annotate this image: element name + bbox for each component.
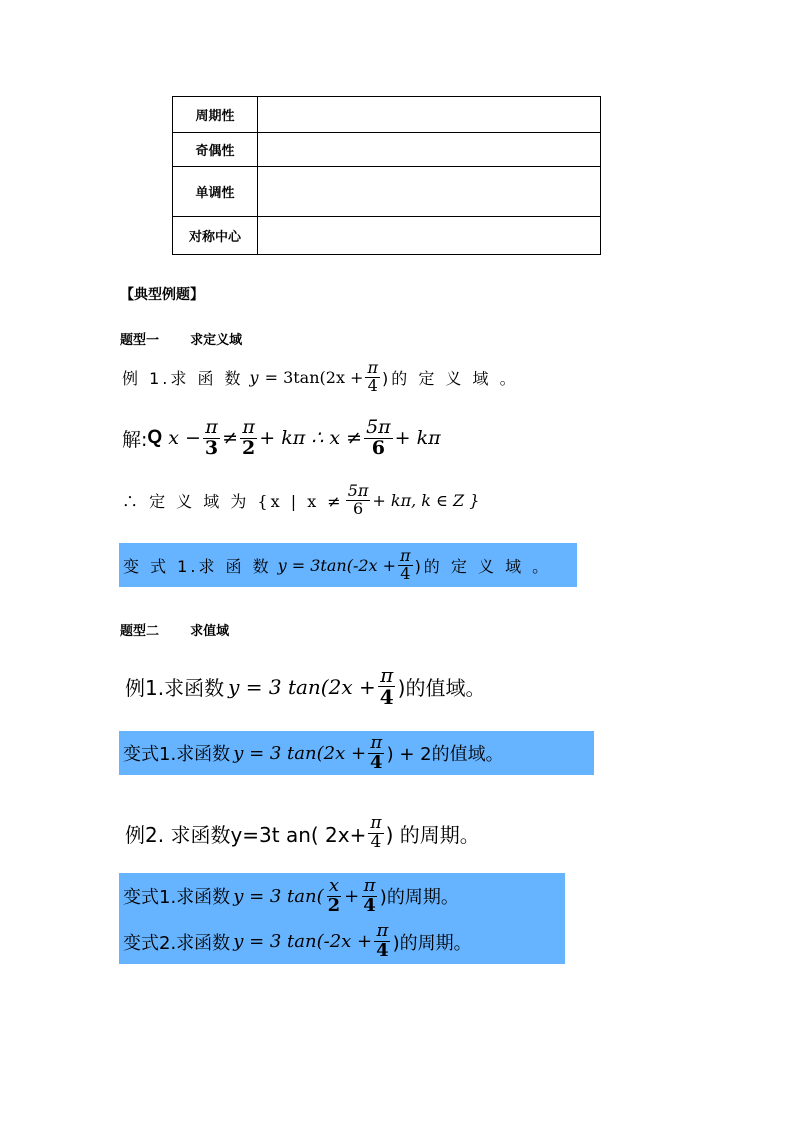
vp2-prefix: 变式2.求函数	[123, 932, 231, 954]
example2-fraction	[368, 815, 383, 852]
row-value	[258, 97, 601, 133]
type1-example	[122, 360, 519, 395]
fraction-numerator: π	[376, 920, 389, 942]
variant1-prefix: 变式1.求函数	[123, 744, 231, 765]
row-value	[258, 133, 601, 167]
fraction-denominator: 4	[370, 751, 383, 773]
type1-heading-label: 题型一	[120, 333, 160, 348]
example-y: y	[249, 367, 259, 387]
neq-symbol: ≠	[222, 427, 239, 450]
fraction-denominator: 4	[363, 894, 376, 916]
solution-part1: x −	[168, 427, 201, 450]
example2-prefix: 例2. 求函数y=3t an( 2x+	[125, 822, 367, 847]
domain-tail: + kπ, k ∈ Z }	[372, 490, 480, 510]
row-label: 周期性	[173, 97, 258, 133]
type1-variant	[123, 543, 551, 587]
domain-fraction	[346, 483, 371, 518]
vp2-suffix: )的周期。	[392, 932, 472, 954]
fraction-numerator: π	[370, 813, 382, 833]
row-label: 奇偶性	[173, 133, 258, 167]
type1-domain	[122, 483, 479, 518]
fraction-numerator: π	[380, 663, 394, 687]
solution-part3: + kπ	[394, 427, 441, 450]
because-symbol: Q	[147, 427, 163, 449]
solution-part2: + kπ ∴ x ≠	[259, 427, 363, 450]
fraction-denominator: 2	[242, 436, 256, 459]
vp1-eq: y = 3 tan(	[233, 885, 324, 907]
type2-example1	[125, 665, 485, 708]
example-eq: = 3tan(2x +	[264, 367, 364, 387]
row-label: 对称中心	[173, 217, 258, 255]
vp1-fraction-2	[361, 874, 378, 916]
solution-fraction-1	[203, 418, 220, 459]
fraction-denominator: 2	[327, 894, 341, 916]
example1-suffix: )的值域。	[397, 676, 486, 700]
fraction-numerator: π	[363, 874, 376, 896]
type2-variant-period-1	[123, 873, 459, 919]
vp1-fraction-1	[326, 874, 343, 916]
solution-lead: 解:	[122, 428, 148, 451]
fraction-denominator: 4	[376, 940, 389, 961]
example-fraction	[365, 360, 380, 395]
example-prefix: 例 1.求 函 数	[122, 368, 244, 388]
vp1-prefix: 变式1.求函数	[123, 887, 231, 908]
type1-solution	[122, 418, 441, 459]
vp2-fraction	[374, 922, 391, 961]
fraction-denominator: 6	[371, 436, 385, 459]
vp1-suffix: )的周期。	[379, 887, 459, 908]
fraction-numerator: π	[242, 416, 255, 438]
fraction-numerator: π	[370, 731, 383, 753]
type2-subheading: 求值域	[190, 624, 230, 639]
vp1-plus: +	[344, 885, 360, 907]
variant-suffix: )的 定 义 域 。	[414, 556, 552, 576]
row-value	[258, 167, 601, 217]
variant-fraction	[398, 545, 413, 583]
fraction-denominator: 4	[370, 831, 382, 852]
fraction-denominator: 4	[400, 563, 411, 583]
variant1-fraction	[368, 731, 385, 773]
solution-fraction-3	[364, 418, 393, 459]
properties-table	[172, 96, 601, 255]
variant1-eq: y = 3 tan(2x +	[233, 742, 367, 764]
fraction-denominator: 4	[379, 685, 394, 709]
fraction-numerator: π	[367, 358, 378, 377]
type1-heading	[120, 329, 242, 348]
example1-eq: y = 3 tan(2x +	[228, 674, 376, 699]
row-value	[258, 217, 601, 255]
example-suffix: )的 定 义 域 。	[381, 368, 519, 388]
fraction-numerator: x	[328, 874, 339, 896]
vp2-eq: y = 3 tan(-2x +	[233, 931, 373, 952]
fraction-numerator: 5π	[347, 481, 369, 500]
type2-heading	[120, 620, 229, 639]
domain-lead: ∴ 定 义 域 为 {x | x ≠	[122, 491, 344, 511]
table-row	[173, 167, 601, 217]
fraction-numerator: π	[400, 545, 411, 565]
type2-variant-period-2	[123, 919, 472, 964]
type2-example2	[125, 815, 480, 852]
fraction-denominator: 4	[367, 375, 378, 395]
section-title: 【典型例题】	[120, 287, 204, 303]
variant1-suffix: ) + 2的值域。	[386, 744, 504, 765]
fraction-denominator: 6	[352, 498, 364, 518]
example1-fraction	[378, 665, 396, 708]
table-row	[173, 97, 601, 133]
example2-suffix: ) 的周期。	[385, 822, 480, 847]
type1-subheading: 求定义域	[190, 333, 243, 348]
row-label: 单调性	[173, 167, 258, 217]
solution-fraction-2	[240, 418, 257, 459]
variant-eq: y = 3tan(-2x +	[277, 555, 397, 575]
table-row	[173, 133, 601, 167]
type2-variant1	[123, 731, 504, 775]
fraction-numerator: 5π	[366, 416, 391, 438]
fraction-numerator: π	[205, 416, 218, 438]
type2-heading-label: 题型二	[120, 624, 160, 639]
variant-prefix: 变 式 1.求 函 数	[123, 556, 272, 576]
table-row	[173, 217, 601, 255]
example1-prefix: 例1.求函数	[125, 676, 225, 700]
fraction-denominator: 3	[204, 436, 219, 459]
